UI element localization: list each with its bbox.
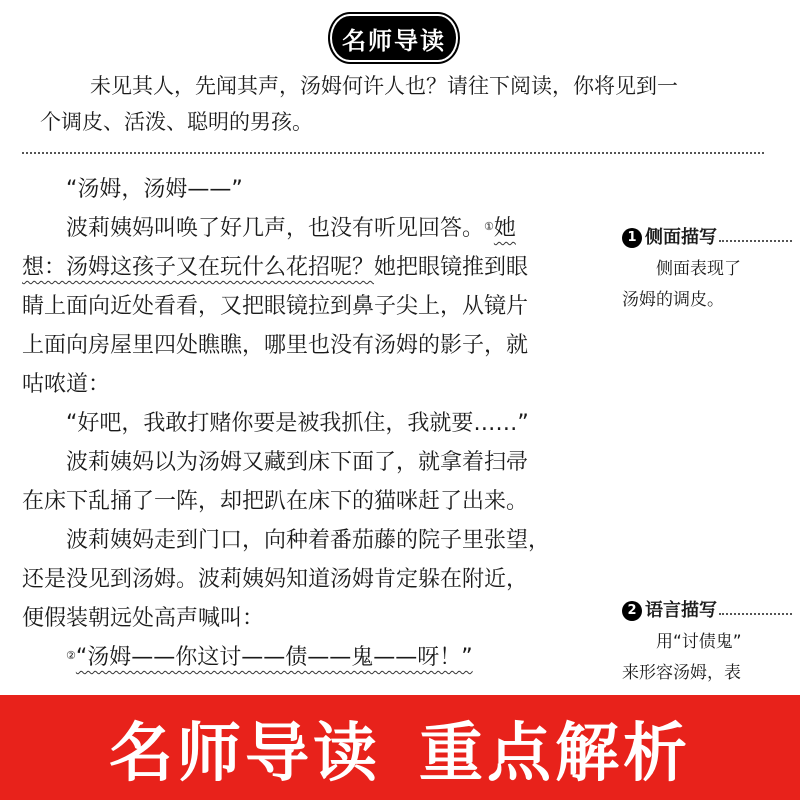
story-line <box>22 209 597 248</box>
annotated-text-1: 想：汤姆这孩子又在玩什么花招呢？ <box>22 255 375 280</box>
story-line: 便假装朝远处高声喊叫： <box>22 606 265 631</box>
story-line: 波莉姨妈以为汤姆又藏到床下面了，就拿着扫帚 <box>66 450 529 475</box>
sidenote-number-badge: 2 <box>622 601 642 621</box>
story-line: “汤姆，汤姆——” <box>66 177 243 202</box>
banner-text-left: 名师导读 <box>109 716 381 791</box>
story-line <box>22 638 597 677</box>
story-line: 在床下乱捅了一阵，却把趴在床下的猫咪赶了出来。 <box>22 489 529 514</box>
sidenote-2 <box>622 597 792 689</box>
sidenote-header <box>622 597 792 625</box>
sidenote-1 <box>622 224 792 316</box>
story-text-span: 她把眼镜推到眼 <box>374 255 529 280</box>
story-text-span: 波莉姨妈叫唤了好几声，也没有听见回答。 <box>66 216 485 241</box>
story-line: 上面向房屋里四处瞧瞧，哪里也没有汤姆的影子，就 <box>22 333 529 358</box>
story-line: “好吧，我敢打赌你要是被我抓住，我就要……” <box>66 411 529 436</box>
sidenote-title: 语言描写 <box>645 600 717 621</box>
annotated-text-2: “汤姆——你这讨——债——鬼——呀！” <box>75 645 473 670</box>
section-badge: 名师导读 <box>332 16 456 60</box>
sidenote-header <box>622 224 792 252</box>
story-line <box>22 248 597 287</box>
sidenote-title: 侧面描写 <box>645 227 717 248</box>
story-line: 睛上面向近处看看，又把眼镜拉到鼻子尖上，从镜片 <box>22 294 529 319</box>
dotted-divider <box>22 152 764 154</box>
sidenote-line: 来形容汤姆，表 <box>622 663 741 683</box>
annotated-text-1: 她 <box>493 216 516 241</box>
story-line: 还是没见到汤姆。波莉姨妈知道汤姆肯定躲在附近， <box>22 567 529 592</box>
intro-text <box>40 68 750 140</box>
sidenote-dotted-line <box>719 240 792 242</box>
story-text <box>22 170 597 677</box>
promo-banner <box>0 695 800 800</box>
sidenote-line: 汤姆的调皮。 <box>622 290 724 310</box>
intro-line-2: 个调皮、活泼、聪明的男孩。 <box>40 110 313 134</box>
sidenote-number-badge: 1 <box>622 228 642 248</box>
annotation-marker-1: ① <box>484 220 494 233</box>
sidenote-line: 用“讨债鬼” <box>656 632 742 652</box>
sidenote-dotted-line <box>719 613 792 615</box>
story-line: 波莉姨妈走到门口，向种着番茄藤的院子里张望， <box>66 528 551 553</box>
sidenote-body <box>622 254 792 316</box>
intro-line-1: 未见其人，先闻其声，汤姆何许人也？请往下阅读，你将见到一 <box>90 74 678 98</box>
annotation-marker-2: ② <box>66 649 76 662</box>
banner-text-right: 重点解析 <box>419 716 691 791</box>
sidenote-body <box>622 627 792 689</box>
sidenote-line: 侧面表现了 <box>656 259 741 279</box>
story-line: 咕哝道： <box>22 372 111 397</box>
